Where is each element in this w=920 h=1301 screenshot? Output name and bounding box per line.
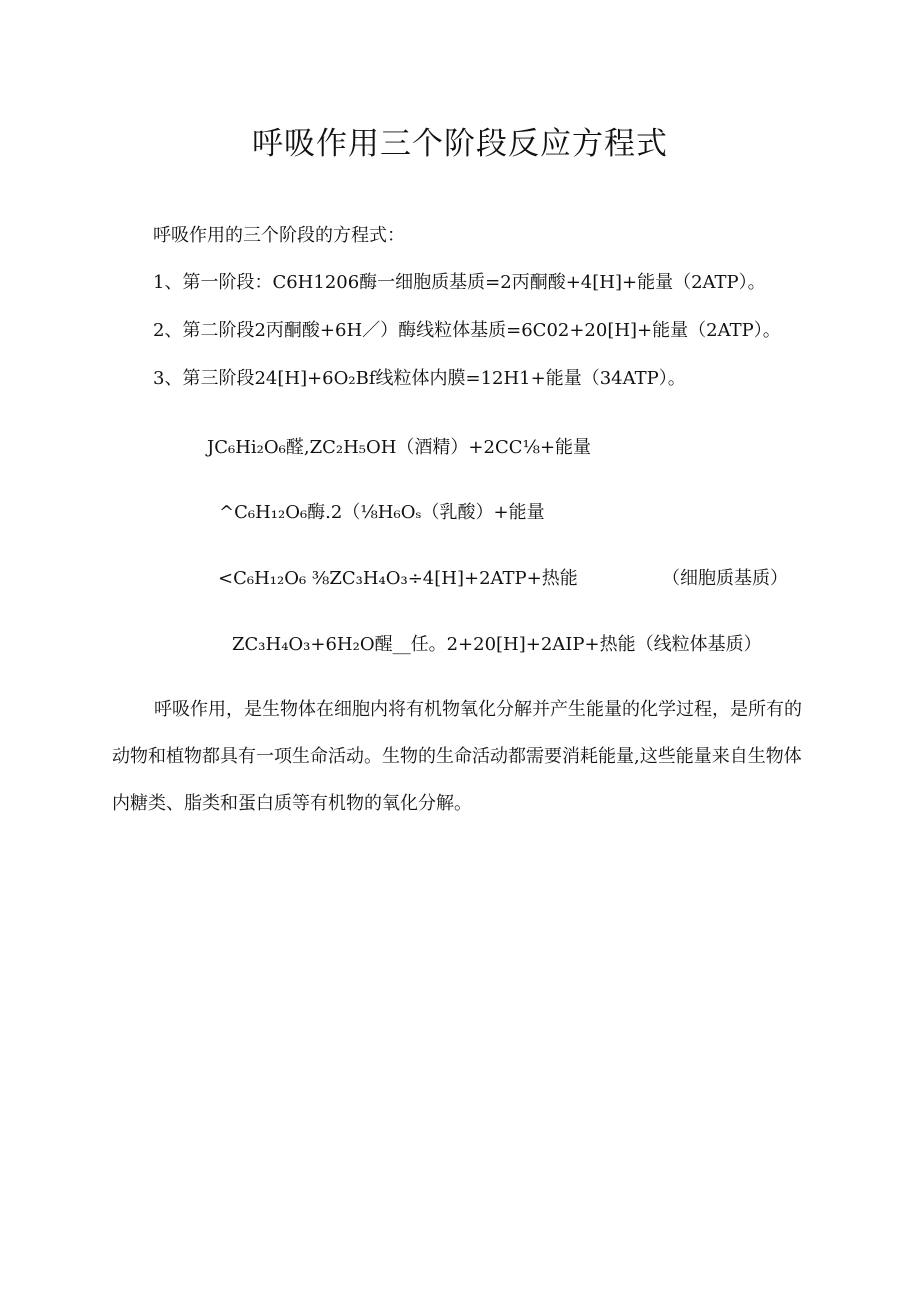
equation-aerobic-stage: ZC₃H₄O₃+6H₂O醒__任。2+20[H]+2AIP+热能（线粒体基质） <box>232 634 762 655</box>
stage-2: 2、第二阶段2丙酮酸+6H／）酶线粒体基质=6C02+20[H]+能量（2ATP）。 <box>153 320 781 341</box>
description-text: 呼吸作用，是生物体在细胞内将有机物氧化分解并产生能量的化学过程，是所有的动物和植物都具有一项生命活动。生物的生命活动都需要消耗能量,这些能量来自生物体内糖类、脂类和蛋白质等有机物的氧化分解。 <box>112 699 802 814</box>
description-paragraph <box>112 686 812 827</box>
intro-text: 呼吸作用的三个阶段的方程式： <box>153 225 405 246</box>
equation-glycolysis-location: （细胞质基质） <box>662 568 788 589</box>
equation-alcohol-fermentation: JC₆Hi₂O₆醛,ZC₂H₅OH（酒精）+2CC⅛+能量 <box>207 437 592 458</box>
page-title: 呼吸作用三个阶段反应方程式 <box>252 126 668 162</box>
stage-1: 1、第一阶段：C6H1206酶一细胞质基质=2丙酮酸+4[H]+能量（2ATP）。 <box>153 272 766 293</box>
stage-3: 3、第三阶段24[H]+6O₂Bf线粒体内膜=12H1+能量（34ATP）。 <box>153 368 686 389</box>
equation-lactic-fermentation: ^C₆H₁₂O₆酶.2（⅛H₆Oₛ（乳酸）+能量 <box>219 502 545 523</box>
equation-glycolysis: <C₆H₁₂O₆ ⅜ZC₃H₄O₃÷4[H]+2ATP+热能 <box>218 568 578 589</box>
